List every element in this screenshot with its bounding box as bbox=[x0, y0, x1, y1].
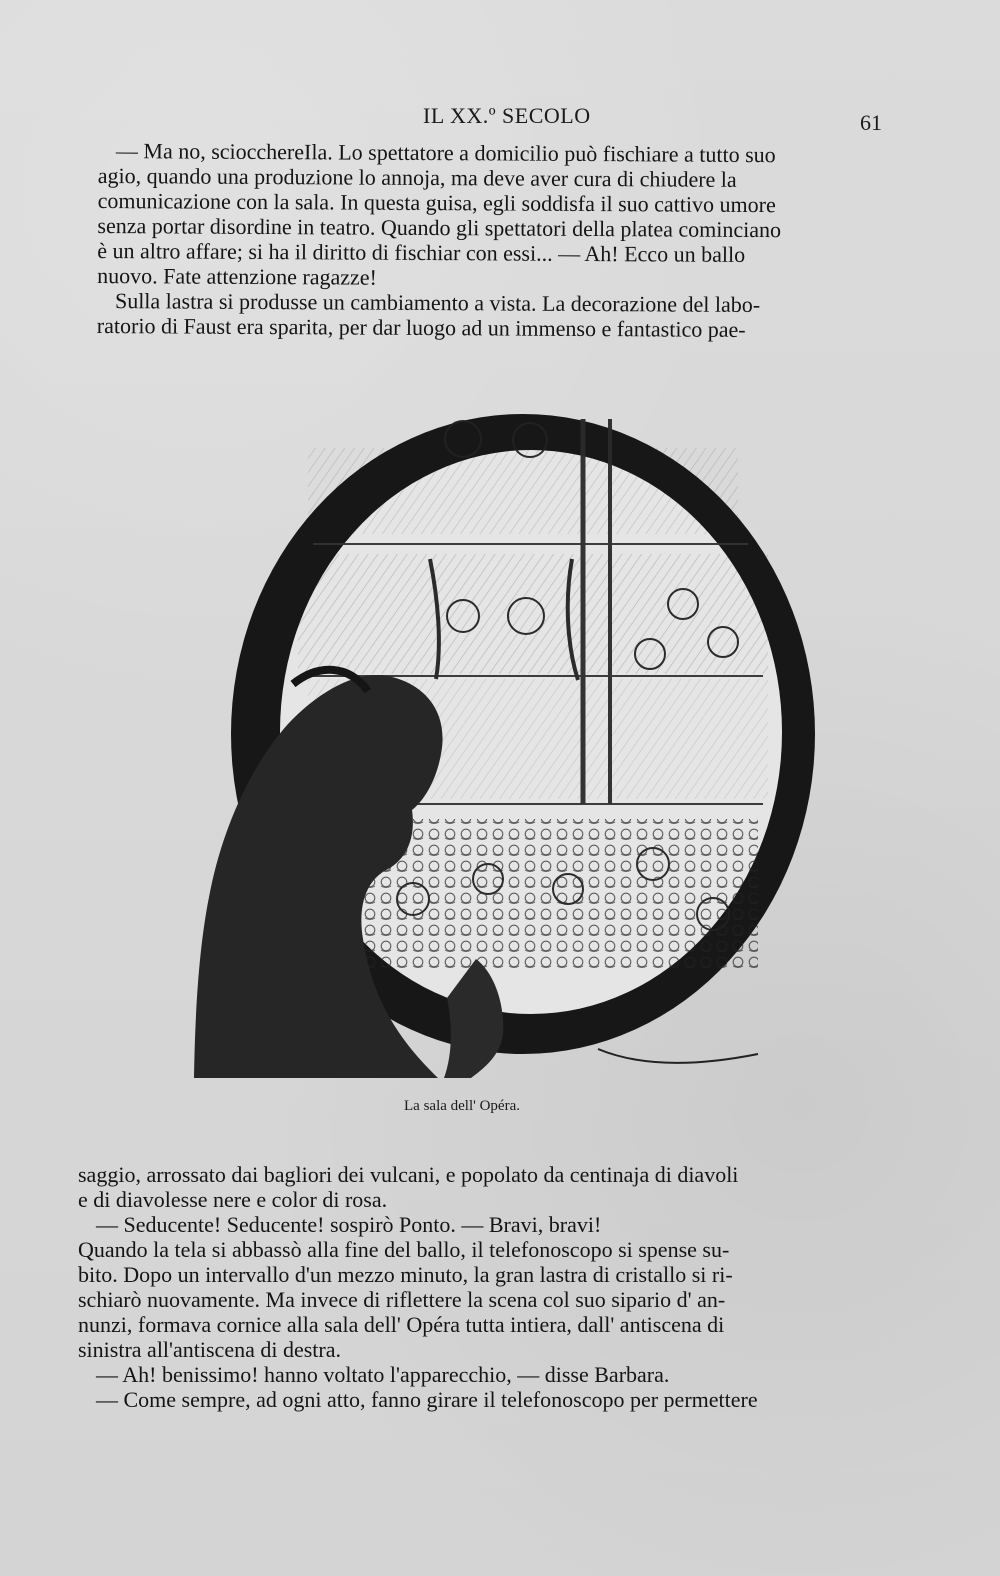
illustration-caption: La sala dell' Opéra. bbox=[404, 1098, 520, 1114]
text-line: — Ma no, sciocchereIla. Lo spettatore a domicilio può fischiare a tutto suo bbox=[115, 138, 776, 168]
text-line: agio, quando una produzione lo annoja, ma deve aver cura di chiudere la bbox=[97, 162, 737, 192]
text-line: — Seducente! Seducente! sospirò Ponto. — Bravi, bravi! bbox=[96, 1212, 602, 1237]
running-title: IL XX.º SECOLO bbox=[423, 103, 591, 128]
text-line: ratorio di Faust era sparita, per dar luogo ad un immenso e fantastico pae- bbox=[96, 312, 746, 342]
text-line: schiarò nuovamente. Ma invece di riflettere la scena col suo sipario d' an- bbox=[78, 1287, 726, 1312]
text-line: sinistra all'antiscena di destra. bbox=[78, 1337, 341, 1362]
text-line: saggio, arrossato dai bagliori dei vulcani, e popolato da centinaja di diavoli bbox=[78, 1162, 739, 1187]
top-paragraphs bbox=[97, 138, 903, 343]
text-line: senza portar disordine in teatro. Quando gli spettatori della platea cominciano bbox=[97, 212, 782, 243]
page-number: 61 bbox=[860, 110, 882, 135]
opera-hall-illustration bbox=[138, 394, 838, 1078]
bottom-paragraphs bbox=[78, 1162, 893, 1412]
text-line: nuovo. Fate attenzione ragazze! bbox=[97, 262, 377, 290]
text-line: nunzi, formava cornice alla sala dell' Opéra tutta intiera, dall' antiscena di bbox=[78, 1312, 725, 1337]
text-line: — Come sempre, ad ogni atto, fanno girare il telefonoscopo per permettere bbox=[96, 1387, 758, 1412]
text-line: Sulla lastra si produsse un cambiamento a vista. La decorazione del labo- bbox=[114, 288, 761, 318]
text-line: e di diavolesse nere e color di rosa. bbox=[78, 1187, 388, 1212]
text-line: — Ah! benissimo! hanno voltato l'apparecchio, — disse Barbara. bbox=[96, 1362, 670, 1387]
text-line: Quando la tela si abbassò alla fine del ballo, il telefonoscopo si spense su- bbox=[78, 1237, 730, 1262]
text-line: è un altro affare; si ha il diritto di fischiar con essi... — Ah! Ecco un ballo bbox=[97, 237, 746, 267]
text-line: comunicazione con la sala. In questa guisa, egli soddisfa il suo cattivo umore bbox=[97, 187, 776, 218]
text-line: bito. Dopo un intervallo d'un mezzo minuto, la gran lastra di cristallo si ri- bbox=[78, 1262, 733, 1287]
